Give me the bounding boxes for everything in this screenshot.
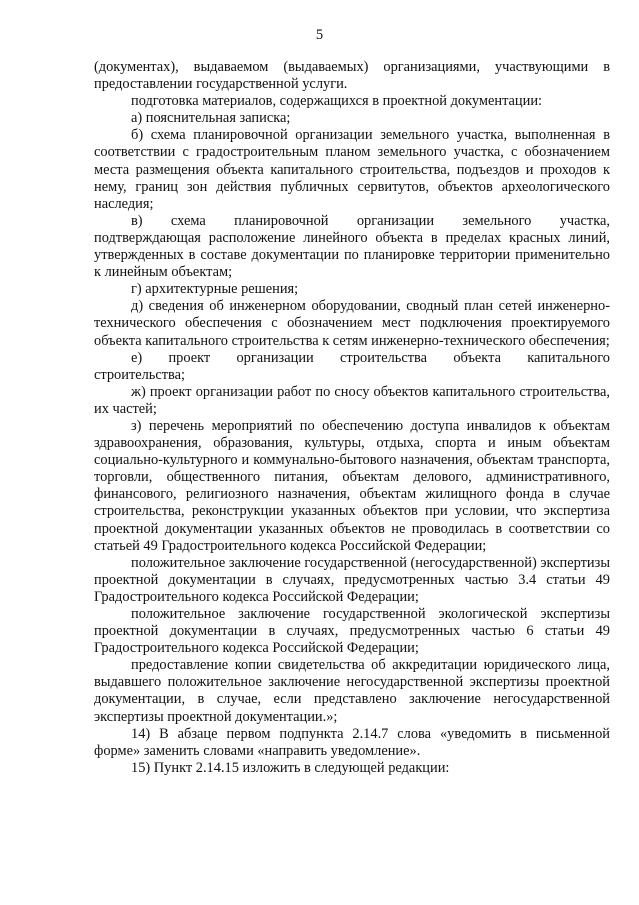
- paragraph-accreditation-copy: предоставление копии свидетельства об аккредитации юридического лица, выдавшего положительное заключение негосударственной экспертизы проектной документации, в случае, если представлено заключение негосударственной экспертизы проектной документации.»;: [94, 657, 610, 725]
- list-item-zh: ж) проект организации работ по сносу объектов капитального строительства, их частей;: [94, 383, 610, 417]
- paragraph-state-expertise: положительное заключение государственной (негосударственной) экспертизы проектной документации в случаях, предусмотренных частью 3.4 статьи 49 Градостроительного кодекса Российской Федерации;: [94, 554, 610, 605]
- list-item-z: з) перечень мероприятий по обеспечению доступа инвалидов к объектам здравоохранения, образования, культуры, отдыха, спорта и иным объектам социально-культурного и коммунально-бытового назначения, объектам транспорта, торговли, общественного питания, объектам делового, административного, финансового, религиозного назначения, объектам жилищного фонда в случае строительства, реконструкции указанных объектов при условии, что экспертиза проектной документации указанных объектов не проводилась в соответствии со статьей 49 Градостроительного кодекса Российской Федерации;: [94, 417, 610, 554]
- list-item-e-first-line: [94, 350, 610, 367]
- word: е): [131, 349, 143, 366]
- word: объекта: [453, 349, 501, 366]
- word: земельного: [462, 212, 532, 229]
- document-body: [94, 59, 610, 777]
- word: планировочной: [234, 212, 329, 229]
- paragraph-amendment-15: 15) Пункт 2.14.15 изложить в следующей редакции:: [131, 759, 450, 776]
- word: проект: [168, 349, 211, 366]
- word: строительства: [340, 349, 428, 366]
- paragraph-ecological-expertise: положительное заключение государственной экологической экспертизы проектной документации в случаях, предусмотренных частью 6 статьи 49 Градостроительного кодекса Российской Федерации;: [94, 606, 610, 657]
- list-item-v-first-line: [94, 213, 610, 230]
- list-item-a: а) пояснительная записка;: [131, 110, 291, 127]
- paragraph-documents-continuation: (документах), выдаваемом (выдаваемых) организациями, участвующими в предоставлении государственной услуги.: [94, 59, 610, 93]
- word: схема: [170, 212, 206, 229]
- page-number: 5: [315, 27, 324, 43]
- paragraph-project-materials-intro: подготовка материалов, содержащихся в проектной документации:: [131, 93, 543, 110]
- word: организации: [236, 349, 314, 366]
- paragraph-amendment-14: 14) В абзаце первом подпункта 2.14.7 слова «уведомить в письменной форме» заменить словами «направить уведомление».: [94, 725, 610, 759]
- list-item-b: б) схема планировочной организации земельного участка, выполненная в соответствии с градостроительным планом земельного участка, с обозначением места размещения объекта капитального строительства, подъездов и проходов к нему, границ зон действия публичных сервитутов, объектов археологического наследия;: [94, 127, 610, 212]
- list-item-g: г) архитектурные решения;: [131, 281, 299, 298]
- list-item-d: д) сведения об инженерном оборудовании, сводный план сетей инженерно-технического обеспечения с обозначением мест подключения проектируемого объекта капитального строительства к сетям инженерно-технического обеспечения;: [94, 298, 610, 349]
- word: участка,: [559, 212, 610, 229]
- list-item-v-continuation: подтверждающая расположение линейного объекта в пределах красных линий, утвержденных в составе документации по планировке территории применительно к линейным объектам;: [94, 229, 610, 281]
- word: в): [131, 212, 143, 229]
- list-item-e-continuation: строительства;: [94, 366, 186, 383]
- word: организации: [356, 212, 435, 229]
- word: капитального: [527, 349, 610, 366]
